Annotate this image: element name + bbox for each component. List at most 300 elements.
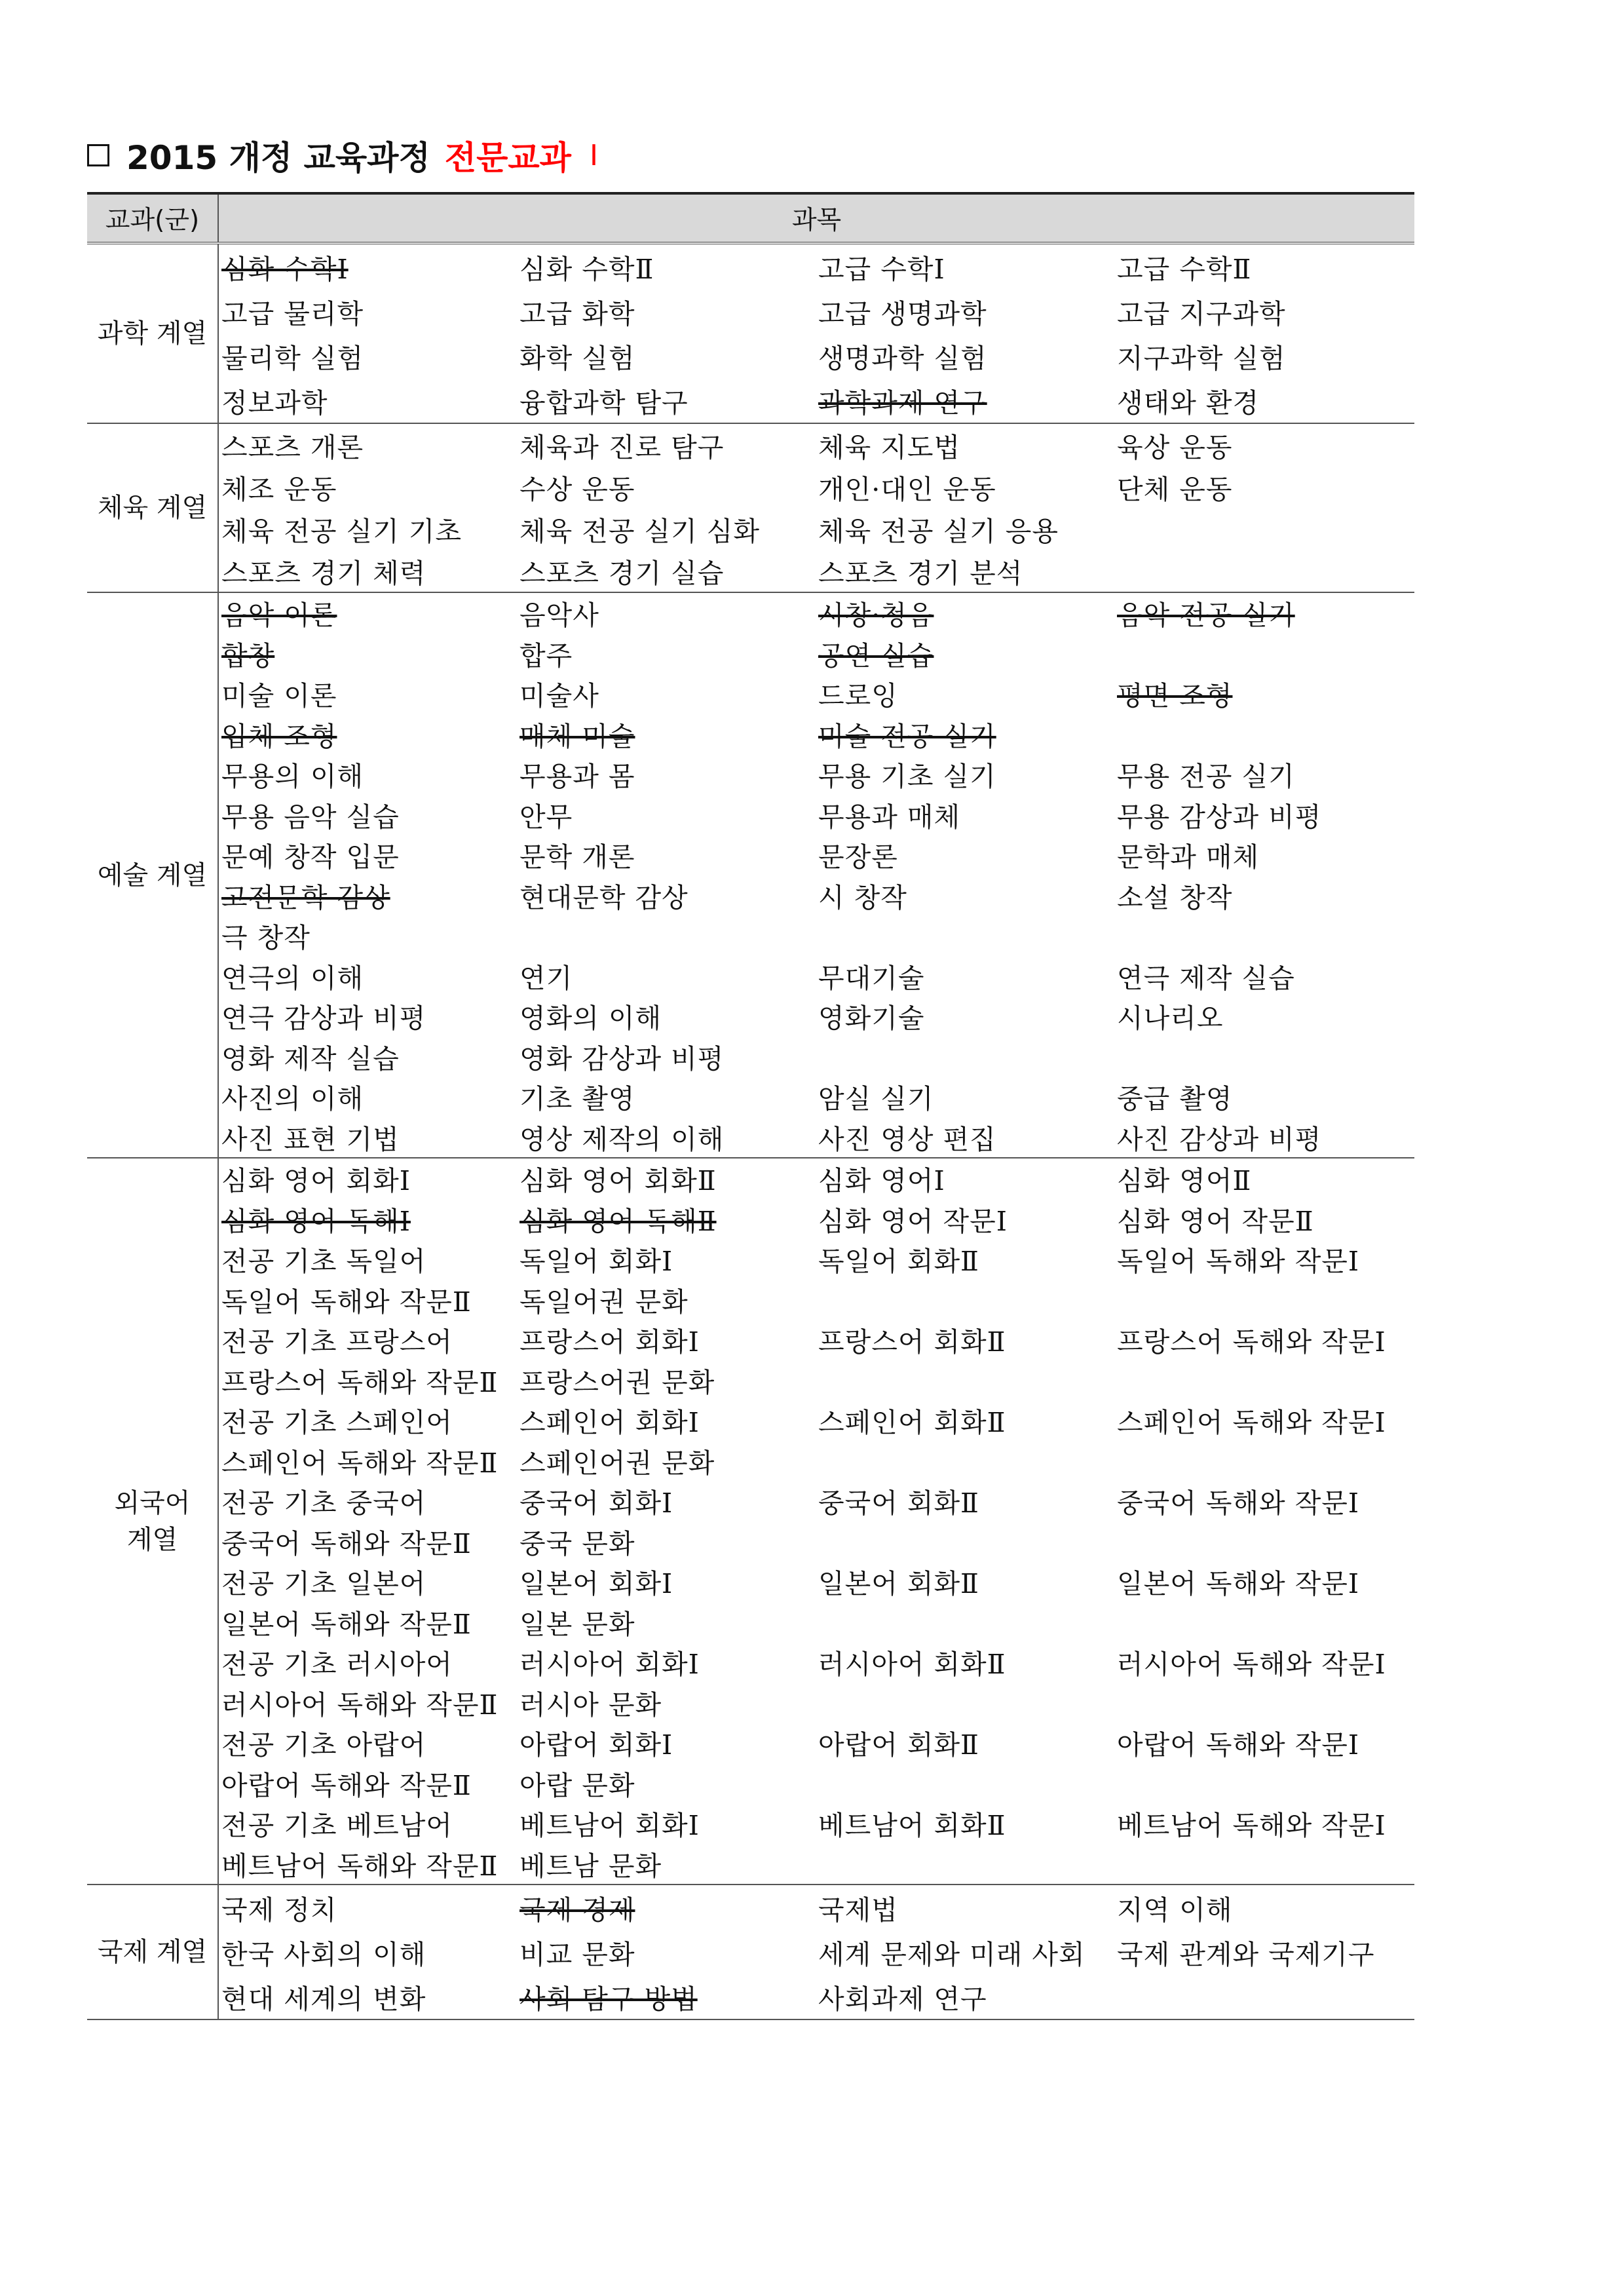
subject-name: 아랍어 회화Ⅱ — [818, 1729, 979, 1761]
subject-name: 연극의 이해 — [221, 962, 364, 994]
subject-cell — [1114, 1158, 1414, 1199]
curriculum-table — [87, 192, 1414, 2020]
subject-cell — [218, 1885, 517, 1930]
table-row — [87, 835, 1414, 875]
subject-cell — [218, 1199, 517, 1240]
subject-name: 일본어 독해와 작문Ⅱ — [221, 1608, 472, 1640]
subject-cell — [1114, 1642, 1414, 1683]
subject-name-struck: 평면 조형 — [1117, 680, 1233, 712]
subject-cell — [816, 289, 1114, 334]
subject-cell — [1114, 1360, 1414, 1401]
subject-cell — [517, 875, 816, 916]
subject-cell — [517, 915, 816, 956]
subject-name: 프랑스어권 문화 — [519, 1366, 715, 1398]
subject-cell — [816, 1723, 1114, 1763]
subject-name-struck: 과학과제 연구 — [818, 387, 987, 419]
subject-cell — [816, 1077, 1114, 1117]
subject-name: 무용 감상과 비평 — [1117, 801, 1322, 833]
table-header-row — [87, 193, 1414, 243]
subject-name: 세계 문제와 미래 사회 — [818, 1938, 1086, 1970]
subject-cell — [517, 1360, 816, 1401]
subject-cell — [816, 754, 1114, 795]
subject-name-struck: 매체 미술 — [519, 720, 635, 752]
subject-cell — [218, 1723, 517, 1763]
subject-name: 일본어 회화Ⅱ — [818, 1568, 979, 1600]
subject-name: 사진 감상과 비평 — [1117, 1123, 1322, 1155]
subject-name: 전공 기초 일본어 — [221, 1568, 426, 1600]
subject-cell — [517, 1481, 816, 1521]
table-row — [87, 466, 1414, 508]
subject-cell — [816, 634, 1114, 674]
subject-name: 미술 이론 — [221, 680, 337, 712]
subject-cell — [517, 1521, 816, 1562]
subject-name-struck: 시창·청음 — [818, 600, 934, 632]
subject-name: 문학과 매체 — [1117, 841, 1260, 873]
subject-cell — [218, 1521, 517, 1562]
subject-name: 러시아어 회화Ⅱ — [818, 1649, 1006, 1681]
subject-cell — [517, 1400, 816, 1441]
subject-name: 아랍 문화 — [519, 1769, 635, 1801]
subject-name: 러시아 문화 — [519, 1689, 662, 1721]
subject-name: 베트남어 독해와 작문Ⅱ — [221, 1850, 499, 1882]
subject-cell — [517, 1683, 816, 1723]
subject-cell — [816, 1158, 1114, 1199]
subject-cell — [816, 1763, 1114, 1804]
subject-name: 무용의 이해 — [221, 761, 364, 793]
subject-cell — [1114, 1320, 1414, 1360]
subject-cell — [517, 1885, 816, 1930]
subject-name: 체육 전공 실기 심화 — [519, 515, 760, 547]
table-row — [87, 875, 1414, 916]
table-row — [87, 1803, 1414, 1844]
subject-name: 아랍어 회화Ⅰ — [519, 1729, 673, 1761]
subject-cell — [1114, 795, 1414, 835]
subject-name: 체육 전공 실기 응용 — [818, 515, 1059, 547]
subject-cell — [816, 956, 1114, 997]
subject-name: 영화기술 — [818, 1003, 925, 1035]
group-name: 예술 계열 — [97, 860, 208, 890]
subject-name: 무용과 몸 — [519, 761, 635, 793]
subject-cell — [218, 714, 517, 755]
table-row — [87, 915, 1414, 956]
subject-name: 영상 제작의 이해 — [519, 1123, 725, 1155]
subject-cell — [1114, 423, 1414, 466]
subject-cell — [1114, 1239, 1414, 1280]
group-name: 외국어 계열 — [114, 1487, 191, 1555]
subject-cell — [218, 1561, 517, 1602]
subject-cell — [816, 1521, 1114, 1562]
subject-name: 시 창작 — [818, 881, 907, 913]
subject-cell — [816, 1885, 1114, 1930]
subject-name: 러시아어 독해와 작문Ⅱ — [221, 1689, 499, 1721]
table-row — [87, 1602, 1414, 1643]
table-row — [87, 1320, 1414, 1360]
subject-name: 중국어 독해와 작문Ⅰ — [1117, 1487, 1360, 1520]
subject-cell — [218, 915, 517, 956]
subject-name-struck: 음악 전공 실기 — [1117, 600, 1295, 632]
subject-cell — [517, 1602, 816, 1643]
subject-name-struck: 음악 이론 — [221, 600, 337, 632]
subject-name: 영화의 이해 — [519, 1003, 662, 1035]
subject-cell — [218, 996, 517, 1037]
table-row — [87, 334, 1414, 378]
subject-cell — [1114, 956, 1414, 997]
title-mark: Ⅰ — [589, 138, 598, 172]
subject-cell — [218, 1037, 517, 1077]
subject-cell — [816, 1930, 1114, 1974]
subject-cell — [816, 423, 1114, 466]
subject-cell — [816, 1481, 1114, 1521]
subject-cell — [218, 423, 517, 466]
subject-name: 생명과학 실험 — [818, 342, 987, 374]
subject-name: 단체 운동 — [1117, 473, 1233, 505]
subject-name: 아랍어 독해와 작문Ⅱ — [221, 1769, 472, 1801]
subject-name: 전공 기초 독일어 — [221, 1246, 426, 1278]
table-row — [87, 1280, 1414, 1320]
subject-cell — [1114, 1481, 1414, 1521]
subject-cell — [1114, 1077, 1414, 1117]
subject-name: 음악사 — [519, 600, 599, 632]
subject-name: 사회과제 연구 — [818, 1983, 987, 2015]
subject-name: 합주 — [519, 640, 573, 672]
subject-name: 전공 기초 프랑스어 — [221, 1326, 453, 1358]
subject-name: 프랑스어 독해와 작문Ⅱ — [221, 1366, 499, 1398]
table-row — [87, 1481, 1414, 1521]
subject-cell — [1114, 714, 1414, 755]
subject-name: 개인·대인 운동 — [818, 473, 996, 505]
subject-name: 베트남 문화 — [519, 1850, 662, 1882]
subject-name-struck: 합창 — [221, 640, 275, 672]
subject-name: 현대문학 감상 — [519, 881, 689, 913]
subject-cell — [517, 1803, 816, 1844]
subject-cell — [816, 1441, 1114, 1482]
subject-name: 베트남어 회화Ⅱ — [818, 1810, 1006, 1842]
table-row — [87, 1239, 1414, 1280]
subject-name: 심화 수학Ⅱ — [519, 253, 654, 285]
page-title — [87, 126, 598, 185]
subject-cell — [218, 1158, 517, 1199]
subject-name: 사진 영상 편집 — [818, 1123, 996, 1155]
subject-name: 프랑스어 회화Ⅱ — [818, 1326, 1006, 1358]
subject-name: 현대 세계의 변화 — [221, 1983, 426, 2015]
subject-name: 독일어 회화Ⅰ — [519, 1246, 673, 1278]
subject-cell — [517, 754, 816, 795]
subject-cell — [816, 996, 1114, 1037]
subject-cell — [218, 1683, 517, 1723]
subject-cell — [816, 592, 1114, 634]
subject-cell — [218, 1117, 517, 1158]
subject-cell — [218, 1763, 517, 1804]
subject-cell — [517, 1280, 816, 1320]
subject-name: 무대기술 — [818, 962, 925, 994]
subject-name: 무용 기초 실기 — [818, 761, 996, 793]
subject-name: 국제 관계와 국제기구 — [1117, 1938, 1375, 1970]
subject-cell — [1114, 1280, 1414, 1320]
subject-name: 스포츠 개론 — [221, 431, 364, 463]
table-row — [87, 674, 1414, 714]
subject-cell — [1114, 289, 1414, 334]
subject-cell — [1114, 1723, 1414, 1763]
subject-cell — [517, 1642, 816, 1683]
subject-cell — [218, 1803, 517, 1844]
subject-cell — [1114, 1561, 1414, 1602]
subject-cell — [816, 795, 1114, 835]
subject-name: 스페인어 회화Ⅱ — [818, 1407, 1006, 1439]
subject-cell — [816, 1320, 1114, 1360]
table-row — [87, 1642, 1414, 1683]
subject-name: 중국어 회화Ⅱ — [818, 1487, 979, 1520]
subject-cell — [218, 1441, 517, 1482]
subject-name: 수상 운동 — [519, 473, 635, 505]
subject-cell — [1114, 1037, 1414, 1077]
subject-cell — [218, 1481, 517, 1521]
subject-name: 문학 개론 — [519, 841, 635, 873]
subject-cell — [218, 1602, 517, 1643]
subject-cell — [1114, 1400, 1414, 1441]
subject-cell — [218, 378, 517, 423]
table-row — [87, 1158, 1414, 1199]
subject-cell — [816, 835, 1114, 875]
subject-name: 영화 감상과 비평 — [519, 1043, 725, 1075]
table-row — [87, 1521, 1414, 1562]
subject-name: 러시아어 독해와 작문Ⅰ — [1117, 1649, 1386, 1681]
subject-name: 고급 물리학 — [221, 297, 364, 330]
table-row — [87, 1844, 1414, 1885]
subject-cell — [816, 334, 1114, 378]
square-bullet-icon — [87, 144, 109, 166]
group-name-cell — [87, 243, 218, 423]
subject-name: 일본어 독해와 작문Ⅰ — [1117, 1568, 1360, 1600]
group-name-cell — [87, 423, 218, 592]
subject-cell — [816, 378, 1114, 423]
subject-cell — [517, 1763, 816, 1804]
subject-cell — [218, 1930, 517, 1974]
subject-cell — [517, 1930, 816, 1974]
subject-cell — [517, 795, 816, 835]
subject-cell — [218, 1642, 517, 1683]
subject-cell — [218, 334, 517, 378]
subject-cell — [517, 1441, 816, 1482]
subject-cell — [816, 1602, 1114, 1643]
subject-cell — [1114, 875, 1414, 916]
subject-cell — [816, 1199, 1114, 1240]
subject-cell — [517, 956, 816, 997]
subject-cell — [1114, 550, 1414, 592]
table-row — [87, 996, 1414, 1037]
subject-cell — [218, 508, 517, 550]
group-name: 체육 계열 — [97, 493, 208, 523]
table-row — [87, 714, 1414, 755]
group-name: 과학 계열 — [97, 318, 208, 349]
subject-cell — [218, 1320, 517, 1360]
table-row — [87, 1441, 1414, 1482]
table-row — [87, 1077, 1414, 1117]
table-row — [87, 423, 1414, 466]
subject-cell — [816, 875, 1114, 916]
subject-name: 화학 실험 — [519, 342, 635, 374]
subject-cell — [517, 378, 816, 423]
subject-cell — [517, 1239, 816, 1280]
table-row — [87, 1974, 1414, 2019]
subject-name: 스페인어 독해와 작문Ⅰ — [1117, 1407, 1386, 1439]
subject-cell — [1114, 1844, 1414, 1885]
subject-name: 스페인어 독해와 작문Ⅱ — [221, 1447, 499, 1479]
table-row — [87, 1199, 1414, 1240]
subject-cell — [517, 289, 816, 334]
table-row — [87, 289, 1414, 334]
subject-name: 생태와 환경 — [1117, 387, 1260, 419]
subject-cell — [517, 634, 816, 674]
subject-name: 프랑스어 회화Ⅰ — [519, 1326, 700, 1358]
subject-cell — [1114, 754, 1414, 795]
table-row — [87, 550, 1414, 592]
subject-name: 스페인어 회화Ⅰ — [519, 1407, 700, 1439]
subject-name: 독일어 독해와 작문Ⅰ — [1117, 1246, 1360, 1278]
table-row — [87, 956, 1414, 997]
header-subjects: 과목 — [218, 193, 1414, 243]
subject-name: 독일어 회화Ⅱ — [818, 1246, 979, 1278]
subject-name: 전공 기초 베트남어 — [221, 1810, 453, 1842]
subject-cell — [517, 550, 816, 592]
table-row — [87, 243, 1414, 289]
subject-cell — [218, 550, 517, 592]
subject-cell — [218, 956, 517, 997]
subject-name: 고급 화학 — [519, 297, 635, 330]
subject-name: 스포츠 경기 체력 — [221, 557, 426, 589]
subject-name: 비교 문화 — [519, 1938, 635, 1970]
subject-cell — [1114, 1803, 1414, 1844]
subject-cell — [816, 1037, 1114, 1077]
subject-cell — [517, 1117, 816, 1158]
subject-name: 아랍어 독해와 작문Ⅰ — [1117, 1729, 1360, 1761]
subject-name-struck: 미술 전공 실기 — [818, 720, 996, 752]
subject-name: 문예 창작 입문 — [221, 841, 400, 873]
subject-cell — [218, 1400, 517, 1441]
table-row — [87, 1723, 1414, 1763]
subject-cell — [816, 1974, 1114, 2019]
subject-cell — [218, 243, 517, 289]
subject-name: 한국 사회의 이해 — [221, 1938, 426, 1970]
subject-name: 정보과학 — [221, 387, 328, 419]
table-row — [87, 1037, 1414, 1077]
subject-cell — [816, 243, 1114, 289]
subject-cell — [517, 1320, 816, 1360]
subject-cell — [816, 550, 1114, 592]
subject-name: 고급 수학Ⅰ — [818, 253, 945, 285]
subject-cell — [816, 1642, 1114, 1683]
subject-cell — [517, 1199, 816, 1240]
subject-name-struck: 입체 조형 — [221, 720, 337, 752]
subject-name: 심화 영어 작문Ⅰ — [818, 1205, 1008, 1237]
table-row — [87, 1683, 1414, 1723]
subject-cell — [218, 795, 517, 835]
table-row — [87, 795, 1414, 835]
subject-name: 체육 지도법 — [818, 431, 961, 463]
subject-name: 베트남어 독해와 작문Ⅰ — [1117, 1810, 1386, 1842]
subject-cell — [1114, 1683, 1414, 1723]
subject-name: 스페인어권 문화 — [519, 1447, 715, 1479]
group-name-cell — [87, 1158, 218, 1885]
subject-cell — [218, 1974, 517, 2019]
subject-cell — [517, 714, 816, 755]
subject-name: 영화 제작 실습 — [221, 1043, 400, 1075]
subject-name-struck: 공연 실습 — [818, 640, 934, 672]
subject-cell — [816, 508, 1114, 550]
subject-name: 드로잉 — [818, 680, 898, 712]
subject-cell — [816, 714, 1114, 755]
subject-name: 심화 영어 회화Ⅰ — [221, 1165, 411, 1197]
subject-cell — [517, 1974, 816, 2019]
subject-cell — [517, 508, 816, 550]
subject-cell — [218, 1360, 517, 1401]
subject-cell — [816, 1360, 1114, 1401]
subject-name: 일본어 회화Ⅰ — [519, 1568, 673, 1600]
table-row — [87, 634, 1414, 674]
subject-cell — [1114, 634, 1414, 674]
subject-cell — [1114, 1117, 1414, 1158]
subject-name: 국제 정치 — [221, 1894, 337, 1926]
subject-name-struck: 심화 영어 독해Ⅰ — [221, 1205, 411, 1237]
subject-name: 연극 감상과 비평 — [221, 1003, 426, 1035]
subject-cell — [517, 996, 816, 1037]
subject-cell — [816, 1117, 1114, 1158]
subject-name: 사진 표현 기법 — [221, 1123, 400, 1155]
subject-cell — [218, 835, 517, 875]
subject-cell — [218, 1239, 517, 1280]
subject-name: 고급 생명과학 — [818, 297, 987, 330]
subject-cell — [1114, 592, 1414, 634]
header-group: 교과(군) — [87, 193, 218, 243]
subject-name: 독일어 독해와 작문Ⅱ — [221, 1286, 472, 1318]
subject-name: 지역 이해 — [1117, 1894, 1233, 1926]
subject-cell — [218, 1844, 517, 1885]
table-row — [87, 378, 1414, 423]
subject-name: 시나리오 — [1117, 1003, 1224, 1035]
subject-cell — [1114, 835, 1414, 875]
subject-cell — [218, 754, 517, 795]
subject-name: 중국어 독해와 작문Ⅱ — [221, 1527, 472, 1559]
subject-cell — [1114, 1521, 1414, 1562]
subject-cell — [1114, 674, 1414, 714]
subject-name: 소설 창작 — [1117, 881, 1233, 913]
table-row — [87, 1763, 1414, 1804]
subject-cell — [1114, 334, 1414, 378]
subject-cell — [517, 1158, 816, 1199]
subject-cell — [517, 674, 816, 714]
group-name-cell — [87, 1885, 218, 2019]
group-name: 국제 계열 — [97, 1937, 208, 1967]
subject-name: 암실 실기 — [818, 1083, 934, 1115]
subject-name: 심화 영어 작문Ⅱ — [1117, 1205, 1314, 1237]
subject-cell — [517, 466, 816, 508]
subject-cell — [816, 466, 1114, 508]
subject-cell — [218, 592, 517, 634]
subject-name: 융합과학 탐구 — [519, 387, 689, 419]
subject-name: 국제법 — [818, 1894, 898, 1926]
table-row — [87, 1360, 1414, 1401]
title-main: 2015 개정 교육과정 — [126, 139, 430, 177]
table-row — [87, 1930, 1414, 1974]
subject-cell — [517, 1844, 816, 1885]
subject-name: 심화 영어Ⅱ — [1117, 1165, 1252, 1197]
subject-cell — [517, 423, 816, 466]
subject-cell — [816, 1561, 1114, 1602]
subject-cell — [1114, 508, 1414, 550]
subject-cell — [816, 1280, 1114, 1320]
subject-cell — [1114, 1930, 1414, 1974]
subject-name: 사진의 이해 — [221, 1083, 364, 1115]
subject-name: 무용 음악 실습 — [221, 801, 400, 833]
